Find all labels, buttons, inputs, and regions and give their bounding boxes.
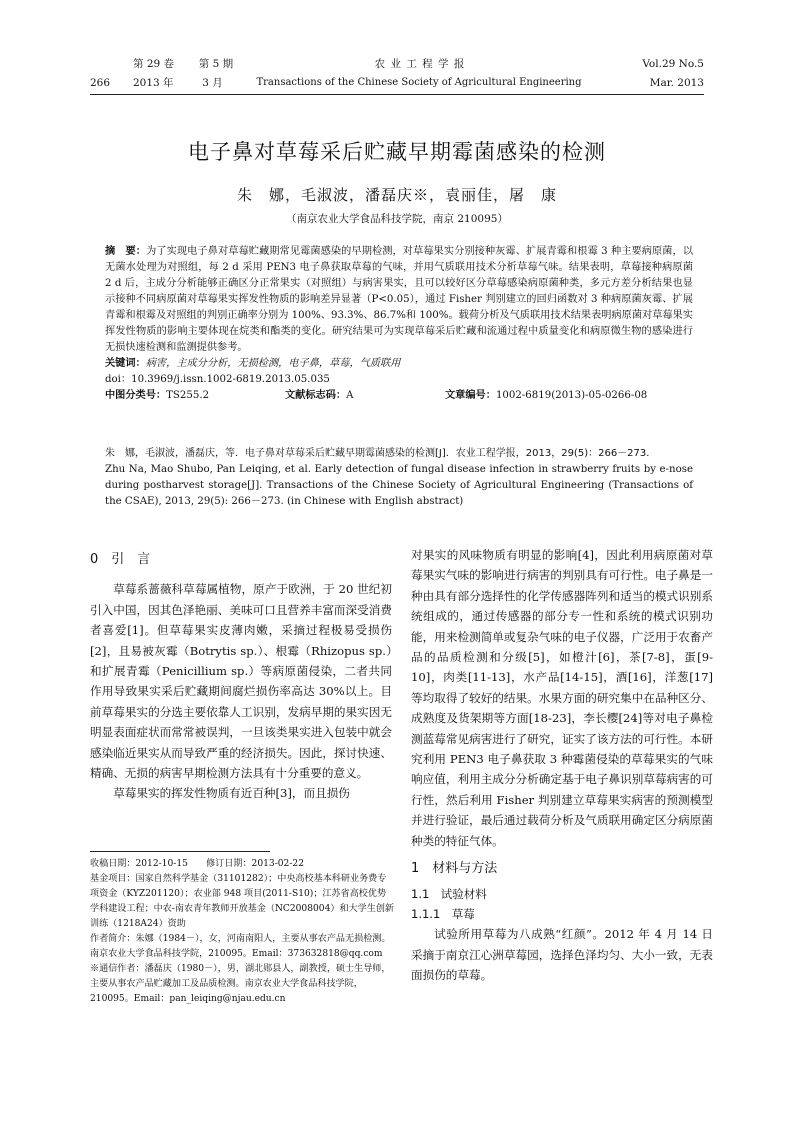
citation-cn: 朱 娜，毛淑波，潘磊庆，等．电子鼻对草莓采后贮藏早期霉菌感染的检测[J]．农业工程学报，2013，29(5)：266－273． xyxy=(105,448,657,459)
intro-paragraph-1: 草莓系蔷薇科草莓属植物，原产于欧洲，于 20 世纪初引入中国，因其色泽艳丽、美味可口且营养丰富而深受消费者喜爱[1]。但草莓果实皮薄肉嫩，采摘过程极易受损伤[2]，且易被灰霉（Botrytis sp.）、根霉（Rhizopus sp.）和扩展青霉（Penicillium sp.）等病原菌侵染，二者共同作用导致果实采后贮藏期间腐烂损伤率高达 30%以上。目前草莓果实的分选主要依靠人工识别，发病早期的果实因无明显表面症状而常常被误判，一旦该类果实进入包装中就会感染临近果实从而导致严重的经济损失。因此，探讨快速、精确、无损的病害早期检测方法具有十分重要的意义。 xyxy=(90,582,392,781)
affiliation: （南京农业大学食品科技学院，南京 210095） xyxy=(286,213,508,225)
subsubsection-heading-strawberry: 1.1.1 草莓 xyxy=(411,906,475,921)
header-vol-en: Vol.29 No.5 xyxy=(642,58,704,70)
article-no-value: 1002-6819(2013)-05-0266-08 xyxy=(495,390,648,401)
footnote-corresponding: ※通信作者：潘磊庆（1980－），男，湖北郧县人，副教授，硕士生导师，主要从事农产品贮藏加工及品质检测。南京农业大学食品科技学院，210095。Email：pan_leiqing@njau.edu.cn xyxy=(90,964,391,1004)
authors: 朱 娜，毛淑波，潘磊庆※，袁丽佳，屠 康 xyxy=(236,186,557,204)
header-issue: 第 5 期 xyxy=(198,58,234,70)
header-page-number: 266 xyxy=(90,77,111,89)
abstract-text: 为了实现电子鼻对草莓贮藏期常见霉菌感染的早期检测，对草莓果实分别接种灰霉、扩展青霉和根霉 3 种主要病原菌，以无菌水处理为对照组，每 2 d 采用 PEN3 电子鼻获取草莓的气味，并用气质联用技术分析草莓气味。结果表明，草莓接种病原菌 2 d 后，主成分分析能够正确区分正常果实（对照组）与病害果实，且可以较好区分草莓感染病原菌种类，多元方差分析结果也显示接种不同病原菌对草莓果实挥发性物质的影响差异显著（P<0.05），通过 Fisher 判别建立的回归函数对 3 种病原菌灰霉、扩展青霉和根霉及对照组的判别正确率分别为 100%、93.3%、86.7%和 100%。载荷分析及气质联用技术结果表明病原菌对草莓果实挥发性物质的影响主要体现在烷类和酯类的变化。研究结果可为实现草莓采后贮藏和流通过程中质量变化和病原微生物的感染进行无损快速检测和监测提供参考。 xyxy=(105,246,694,353)
keywords-label: 关键词： xyxy=(105,358,146,369)
doi: doi：10.3969/j.issn.1002-6819.2013.05.035 xyxy=(105,374,330,385)
abstract-block xyxy=(105,244,693,404)
header-month: 3 月 xyxy=(202,77,223,89)
clc-value: TS255.2 xyxy=(166,390,210,401)
clc-label: 中图分类号： xyxy=(105,390,167,401)
left-column xyxy=(90,550,392,804)
header-rule xyxy=(90,94,704,95)
doc-code-value: A xyxy=(346,390,354,401)
footnote-funding: 基金项目：国家自然科学基金（31101282）；中央高校基本科研业务费专项资金（KYZ201120）；农业部 948 项目(2011-S10)；江苏省高校优势学科建设工程；中农-南农青年教师开放基金（NC2008004）和大学生创新训练（1218A24）资助 xyxy=(90,874,395,929)
footnote-rule xyxy=(90,851,270,852)
citation-en: Zhu Na, Mao Shubo, Pan Leiqing, et al. Early detection of fungal disease infection in strawberry fruits by e-nose during postharvest storage[J]. Transactions of the Chinese Society of Agricultural Engineering (Transactions of the CSAE), 2013, 29(5): 266－273. (in Chinese with English abstract) xyxy=(105,464,693,507)
abstract xyxy=(105,244,693,356)
footnotes xyxy=(90,857,395,1007)
header-journal-en: Transactions of the Chinese Society of Agricultural Engineering xyxy=(256,77,582,88)
classification-line xyxy=(105,388,693,404)
citation-block xyxy=(105,446,693,510)
header-date-en: Mar. 2013 xyxy=(649,77,704,89)
abstract-label: 摘 要： xyxy=(105,246,147,257)
section-heading-intro: 0 引 言 xyxy=(90,552,151,567)
intro-paragraph-2: 草莓果实的挥发性物质有近百种[3]，而且损伤 xyxy=(113,786,350,801)
right-column xyxy=(411,545,713,986)
footnote-author: 作者简介：朱娜（1984－），女，河南南阳人，主要从事农产品无损检测。南京农业大学食品科技学院，210095。Email：37363281​8@qq.com xyxy=(90,934,391,959)
header-year: 2013 年 xyxy=(133,77,174,89)
section-heading-methods: 1 材料与方法 xyxy=(411,861,498,877)
doc-code-label: 文献标志码： xyxy=(285,390,347,401)
article-no-label: 文章编号： xyxy=(445,390,496,401)
keywords-text: 病害，主成分分析，无损检测，电子鼻，草莓，气质联用 xyxy=(145,358,401,369)
keywords xyxy=(105,356,693,372)
materials-paragraph: 试验所用草莓为八成熟“红颜”。2012 年 4 月 14 日采摘于南京江心洲草莓园，选择色泽均匀、大小一致，无表面损伤的草莓。 xyxy=(411,927,713,983)
intro-paragraph-3: 对果实的风味物质有明显的影响[4]，因此利用病原菌对草莓果实气味的影响进行病害的判别具有可行性。电子鼻是一种由具有部分选择性的化学传感器阵列和适当的模式识别系统组成的，通过传感器的部分专一性和系统的模式识别功能，用来检测简单或复杂气味的电子仪器，广泛用于农畜产品的品质检测和分级[5]，如橙汁[6]，茶[7-8]，蛋[9-10]，肉类[11-13]，水产品[14-15]，酒[16]，洋葱[17]等均取得了较好的结果。水果方面的研究集中在品种区分、成熟度及货架期等方面[18-23]，李长樱[24]等对电子鼻检测蓝莓常见病害进行了研究，证实了该方法的可行性。本研究利用 PEN3 电子鼻获取 3 种霉菌侵染的草莓果实的气味响应值，利用主成分分析确定基于电子鼻识别草莓病害的可行性，然后利用 Fisher 判别建立草莓果实病害的预测模型并进行验证，最后通过载荷分析及气质联用确定区分病原菌种类的特征气体。 xyxy=(411,548,713,848)
page-title: 电子鼻对草莓采后贮藏早期霉菌感染的检测 xyxy=(188,140,606,164)
footnote-received: 收稿日期：2012-10-15 修订日期：2013-02-22 xyxy=(90,859,304,869)
header-journal-cn: 农 业 工 程 学 报 xyxy=(374,58,466,70)
subsection-heading-materials: 1.1 试验材料 xyxy=(411,886,487,901)
header-volume: 第 29 卷 xyxy=(133,58,175,70)
